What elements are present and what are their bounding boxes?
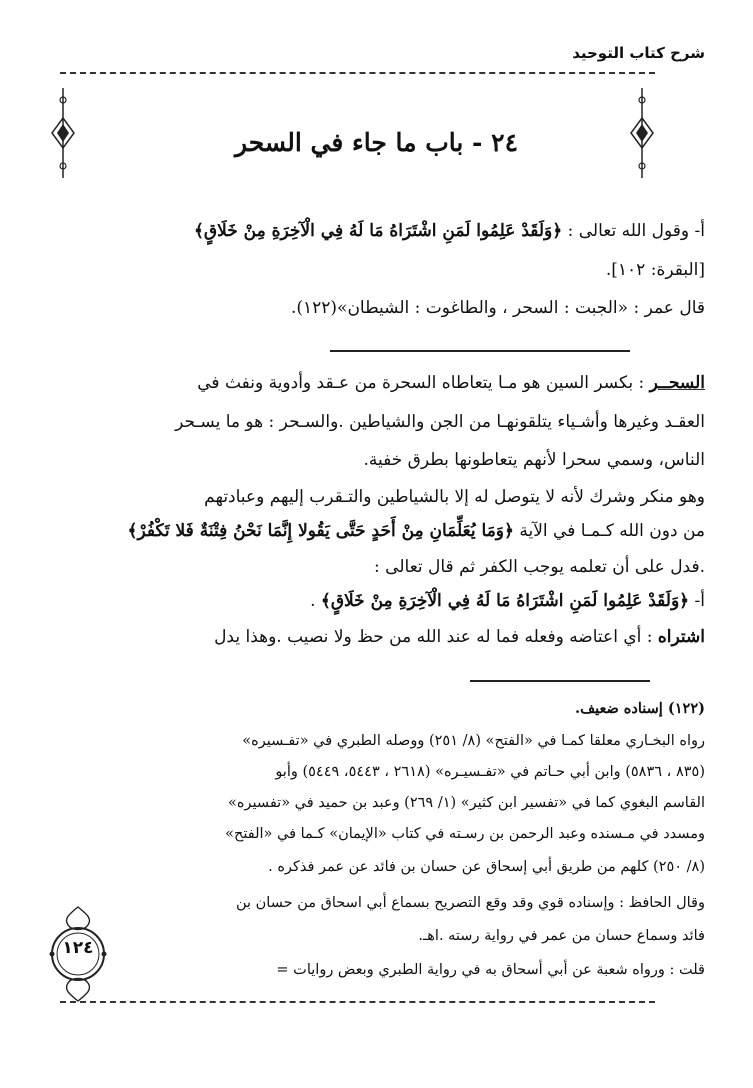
commentary-line-8 (214, 627, 705, 647)
footnote-line: (٨٣٥ ، ٥٨٣٦) وابن أبي حـاتم في «تفـسيـره» (٢٦١٨ ، ٥٤٤٣، ٥٤٤٩) وأبو (275, 764, 705, 780)
footnote-line: (٨/ ٢٥٠) كلهم من طريق أبي إسحاق عن حسان بن فائد عن عمر فذكره . (268, 859, 705, 875)
quran-verse-2: ﴿وَمَا يُعَلِّمَانِ مِنْ أَحَدٍ حَتَّى يَقُولا إِنَّمَا نَحْنُ فِتْنَةٌ فَلا تَكْفُرْ﴾ (127, 521, 514, 541)
chapter-title: ٢٤ - باب ما جاء في السحر (235, 128, 518, 157)
umar-quote: قال عمر : «الجبت : السحر ، والطاغوت : الشيطان»(١٢٢). (290, 298, 705, 318)
footnote-line: قلت : ورواه شعبة عن أبي أسحاق به في رواية الطبري وبعض روايات = (276, 962, 705, 978)
quran-verse-3: ﴿وَلَقَدْ عَلِمُوا لَمَنِ اشْتَرَاهُ مَا لَهُ فِي الْآخِرَةِ مِنْ خَلَاقٍ﴾ (320, 591, 690, 611)
term-ishtarahu: اشتراه (657, 627, 705, 647)
commentary-line-5 (128, 520, 705, 541)
commentary-line-7 (310, 590, 705, 611)
commentary-line-1 (197, 373, 705, 393)
text-line-1-prefix: أ- وقول الله تعالى : (562, 221, 705, 241)
commentary-line-2: العقـد وغيرها وأشـياء يتلقونهـا من الجن والشياطين .والسـحر : هو ما يسـحر (175, 412, 705, 432)
commentary-line-6: .فدل على أن تعلمه يوجب الكفر ثم قال تعالى : (374, 557, 705, 577)
commentary-line-5-text: من دون الله كـمـا في الآية (513, 521, 705, 541)
footnote-heading: (١٢٢) إسناده ضعيف. (575, 700, 705, 717)
footer-rule (60, 1001, 655, 1003)
footnote-line: القاسم البغوي كما في «تفسير ابن كثير» (١/ ٢٦٩) وعبد بن حميد في «تفسيره» (228, 795, 705, 811)
page-number: ١٢٤ (62, 938, 94, 958)
text-line-1 (194, 220, 705, 241)
commentary-line-4: وهو منكر وشرك لأنه لا يتوصل له إلا بالشياطين والتـقرب إليهم وعبادتهم (204, 487, 705, 507)
running-head: شرح كتاب التوحيد (572, 44, 705, 62)
term-sihr: السحــر (649, 373, 705, 393)
section-separator (330, 350, 630, 352)
footnote-line: رواه البخـاري معلقا كمـا في «الفتح» (٨/ ٢٥١) ووصله الطبري في «تفـسيره» (242, 733, 705, 749)
commentary-line-7-suffix: . (310, 591, 321, 611)
commentary-line-3: الناس، وسمي سحرا لأنهم يتعاطونها بطرق خفية. (363, 450, 705, 470)
commentary-line-7-prefix: أ- (689, 591, 705, 611)
commentary-line-1-text: : بكسر السين هو مـا يتعاطاه السحرة من عـقد وأدوية ونفث في (197, 373, 650, 393)
footnote-line: ومسدد في مـسنده وعبد الرحمن بن رسـته في كتاب «الإيمان» كـما في «الفتح» (225, 826, 705, 842)
header-rule (60, 72, 655, 74)
commentary-line-8-text: : أي اعتاضه وفعله فما له عند الله من حظ ولا نصيب .وهذا يدل (214, 627, 658, 647)
quran-verse: ﴿وَلَقَدْ عَلِمُوا لَمَنِ اشْتَرَاهُ مَا لَهُ فِي الْآخِرَةِ مِنْ خَلَاقٍ﴾ (193, 221, 563, 241)
footnote-separator (470, 680, 650, 682)
footnote-line: فائد وسماع حسان من عمر في رواية رسته .اهـ. (418, 928, 705, 944)
verse-reference: [البقرة: ١٠٢]. (605, 260, 705, 280)
footnote-line: وقال الحافظ : وإسناده قوي وقد وقع التصريح بسماع أبي اسحاق من حسان بن (235, 895, 705, 911)
ornament-left (48, 88, 78, 178)
